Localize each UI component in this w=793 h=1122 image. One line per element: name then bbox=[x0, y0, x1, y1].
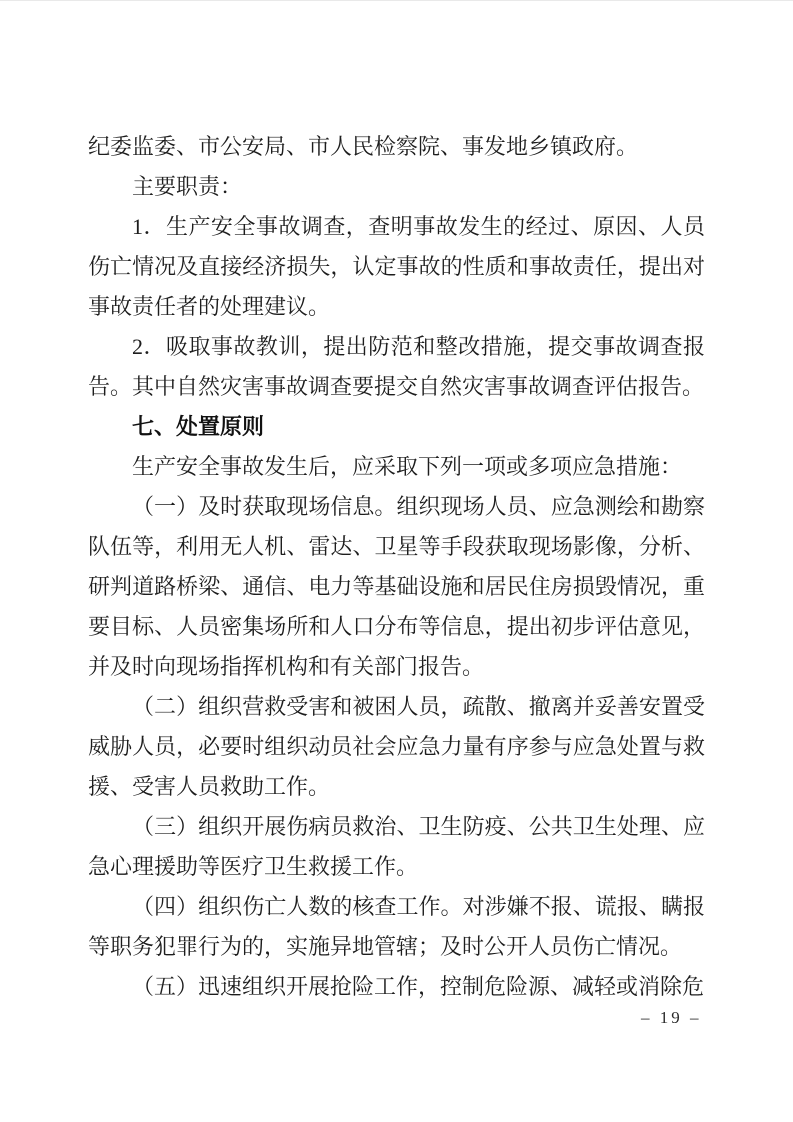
document-body bbox=[88, 127, 705, 1007]
paragraph-duties-label: 主要职责： bbox=[132, 174, 243, 199]
paragraph-measure-5: （五）迅速组织开展抢险工作，控制危险源、减轻或消除危 bbox=[132, 974, 705, 999]
paragraph-section-intro: 生产安全事故发生后，应采取下列一项或多项应急措施： bbox=[132, 454, 683, 479]
paragraph-measure-1: （一）及时获取现场信息。组织现场人员、应急测绘和勘察队伍等，利用无人机、雷达、卫星等手段获取现场影像，分析、研判道路桥梁、通信、电力等基础设施和居民住房损毁情况，重要目标、人员密集场所和人口分布等信息，提出初步评估意见，并及时向现场指挥机构和有关部门报告。 bbox=[88, 494, 705, 679]
paragraph-measure-2: （二）组织营救受害和被困人员，疏散、撤离并妥善安置受威胁人员，必要时组织动员社会应急力量有序参与应急处置与救援、受害人员救助工作。 bbox=[88, 694, 705, 799]
section-heading-disposal-principles: 七、处置原则 bbox=[132, 414, 265, 439]
paragraph-measure-3: （三）组织开展伤病员救治、卫生防疫、公共卫生处理、应急心理援助等医疗卫生救援工作。 bbox=[88, 814, 705, 879]
paragraph-measure-4: （四）组织伤亡人数的核查工作。对涉嫌不报、谎报、瞒报等职务犯罪行为的，实施异地管辖；及时公开人员伤亡情况。 bbox=[88, 894, 705, 959]
page-number: – 19 – bbox=[641, 1008, 702, 1027]
paragraph-duty-item-2: 2．吸取事故教训，提出防范和整改措施，提交事故调查报告。其中自然灾害事故调查要提交自然灾害事故调查评估报告。 bbox=[88, 334, 705, 399]
paragraph-duty-item-1: 1．生产安全事故调查，查明事故发生的经过、原因、人员伤亡情况及直接经济损失，认定事故的性质和事故责任，提出对事故责任者的处理建议。 bbox=[88, 214, 705, 319]
paragraph-continuation-line: 纪委监委、市公安局、市人民检察院、事发地乡镇政府。 bbox=[88, 134, 639, 159]
